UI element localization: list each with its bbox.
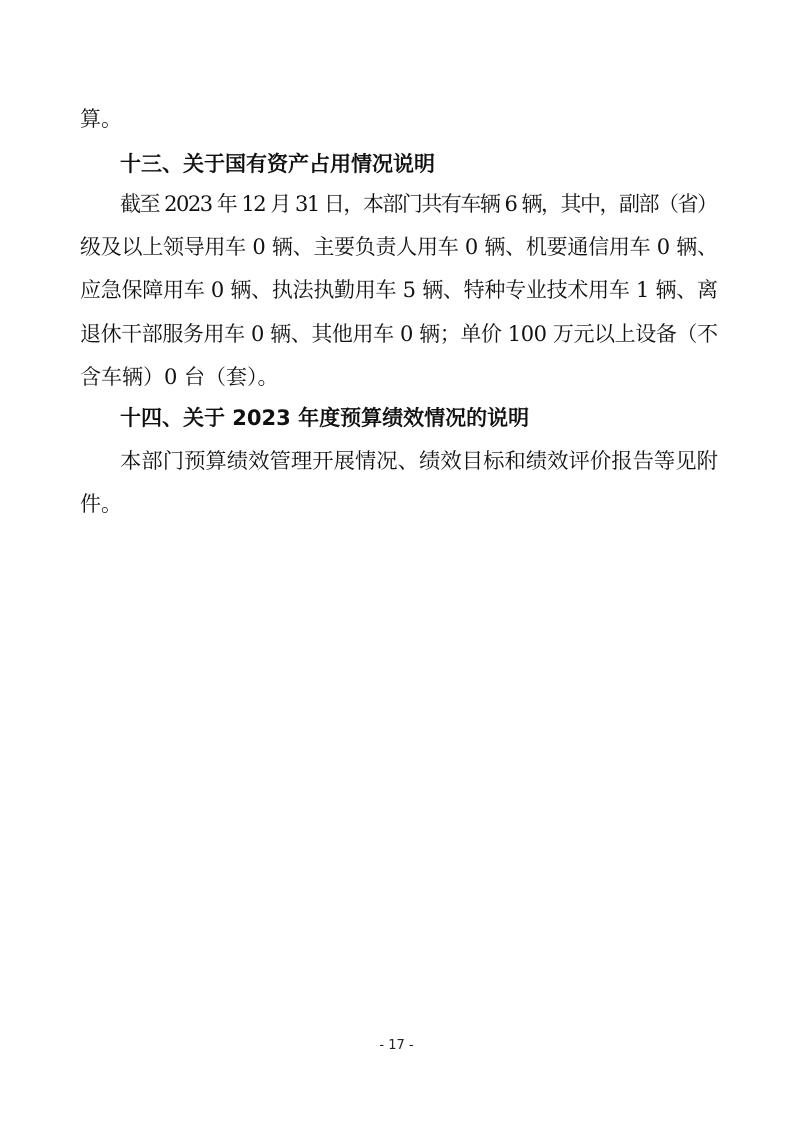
section-14-heading: 十四、关于 2023 年度预算绩效情况的说明	[120, 406, 530, 430]
section-14-paragraph-line-1: 本部门预算绩效管理开展情况、绩效目标和绩效评价报告等见附	[120, 449, 718, 473]
continuation-text: 算。	[80, 107, 122, 131]
section-13-heading: 十三、关于国有资产占用情况说明	[120, 152, 435, 176]
section-13-paragraph-line-1: 截至 2023 年 12 月 31 日，本部门共有车辆 6 辆，其中，副部（省）	[120, 192, 717, 216]
section-13-paragraph-line-3: 应急保障用车 0 辆、执法执勤用车 5 辆、特种专业技术用车 1 辆、离	[80, 278, 718, 302]
page-number: - 17 -	[379, 1038, 414, 1053]
section-13-paragraph-line-5: 含车辆）0 台（套）。	[80, 365, 279, 389]
section-13-paragraph-line-4: 退休干部服务用车 0 辆、其他用车 0 辆；单价 100 万元以上设备（不	[80, 322, 718, 346]
section-13-paragraph-line-2: 级及以上领导用车 0 辆、主要负责人用车 0 辆、机要通信用车 0 辆、	[80, 235, 718, 259]
section-14-paragraph-line-2: 件。	[80, 492, 122, 516]
